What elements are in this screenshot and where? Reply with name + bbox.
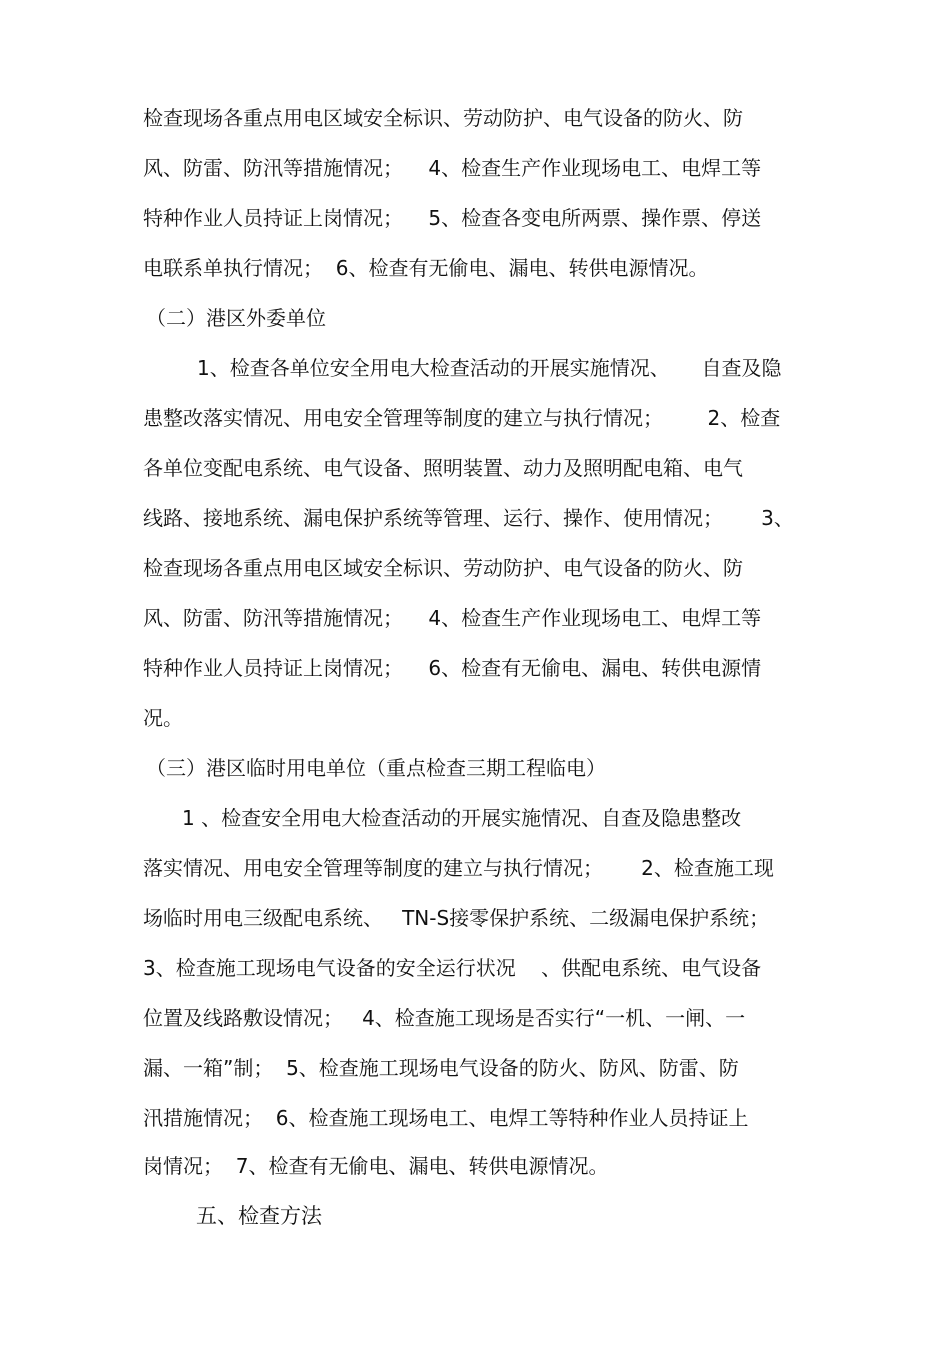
body-line-15: 1 、检查安全用电大检查活动的开展实施情况、自查及隐患整改 <box>182 806 742 830</box>
body-line-12: 特种作业人员持证上岗情况； 6、检查有无偷电、漏电、转供电源情 <box>143 656 762 680</box>
subheading-temporary-units: （三）港区临时用电单位（重点检查三期工程临电） <box>146 756 606 780</box>
subheading-external-units: （二）港区外委单位 <box>146 306 326 330</box>
body-line-8: 各单位变配电系统、电气设备、照明装置、动力及照明配电箱、电气 <box>143 456 743 480</box>
body-line-9: 线路、接地系统、漏电保护系统等管理、运行、操作、使用情况； 3、 <box>143 506 794 530</box>
body-line-13: 况。 <box>143 706 183 730</box>
body-line-4: 电联系单执行情况； 6、检查有无偷电、漏电、转供电源情况。 <box>143 256 709 280</box>
body-line-6: 1、检查各单位安全用电大检查活动的开展实施情况、 自查及隐 <box>197 356 782 380</box>
body-line-1: 检查现场各重点用电区域安全标识、劳动防护、电气设备的防火、防 <box>143 106 743 130</box>
body-line-3: 特种作业人员持证上岗情况； 5、检查各变电所两票、操作票、停送 <box>143 206 762 230</box>
body-line-19: 位置及线路敷设情况； 4、检查施工现场是否实行“一机、一闸、一 <box>143 1006 746 1030</box>
section-heading: 五、检查方法 <box>196 1204 322 1228</box>
body-line-18: 3、检查施工现场电气设备的安全运行状况 、供配电系统、电气设备 <box>143 956 762 980</box>
body-line-7: 患整改落实情况、用电安全管理等制度的建立与执行情况； 2、检查 <box>143 406 781 430</box>
body-line-21: 汛措施情况； 6、检查施工现场电工、电焊工等特种作业人员持证上 <box>143 1106 749 1130</box>
body-line-10: 检查现场各重点用电区域安全标识、劳动防护、电气设备的防火、防 <box>143 556 743 580</box>
body-line-20: 漏、一箱”制； 5、检查施工现场电气设备的防火、防风、防雷、防 <box>143 1056 739 1080</box>
body-line-2: 风、防雷、防汛等措施情况； 4、检查生产作业现场电工、电焊工等 <box>143 156 762 180</box>
body-line-11: 风、防雷、防汛等措施情况； 4、检查生产作业现场电工、电焊工等 <box>143 606 762 630</box>
body-line-16: 落实情况、用电安全管理等制度的建立与执行情况； 2、检查施工现 <box>143 856 774 880</box>
body-line-17: 场临时用电三级配电系统、 TN-S接零保护系统、二级漏电保护系统； <box>143 906 770 930</box>
body-line-22: 岗情况； 7、检查有无偷电、漏电、转供电源情况。 <box>143 1154 609 1178</box>
